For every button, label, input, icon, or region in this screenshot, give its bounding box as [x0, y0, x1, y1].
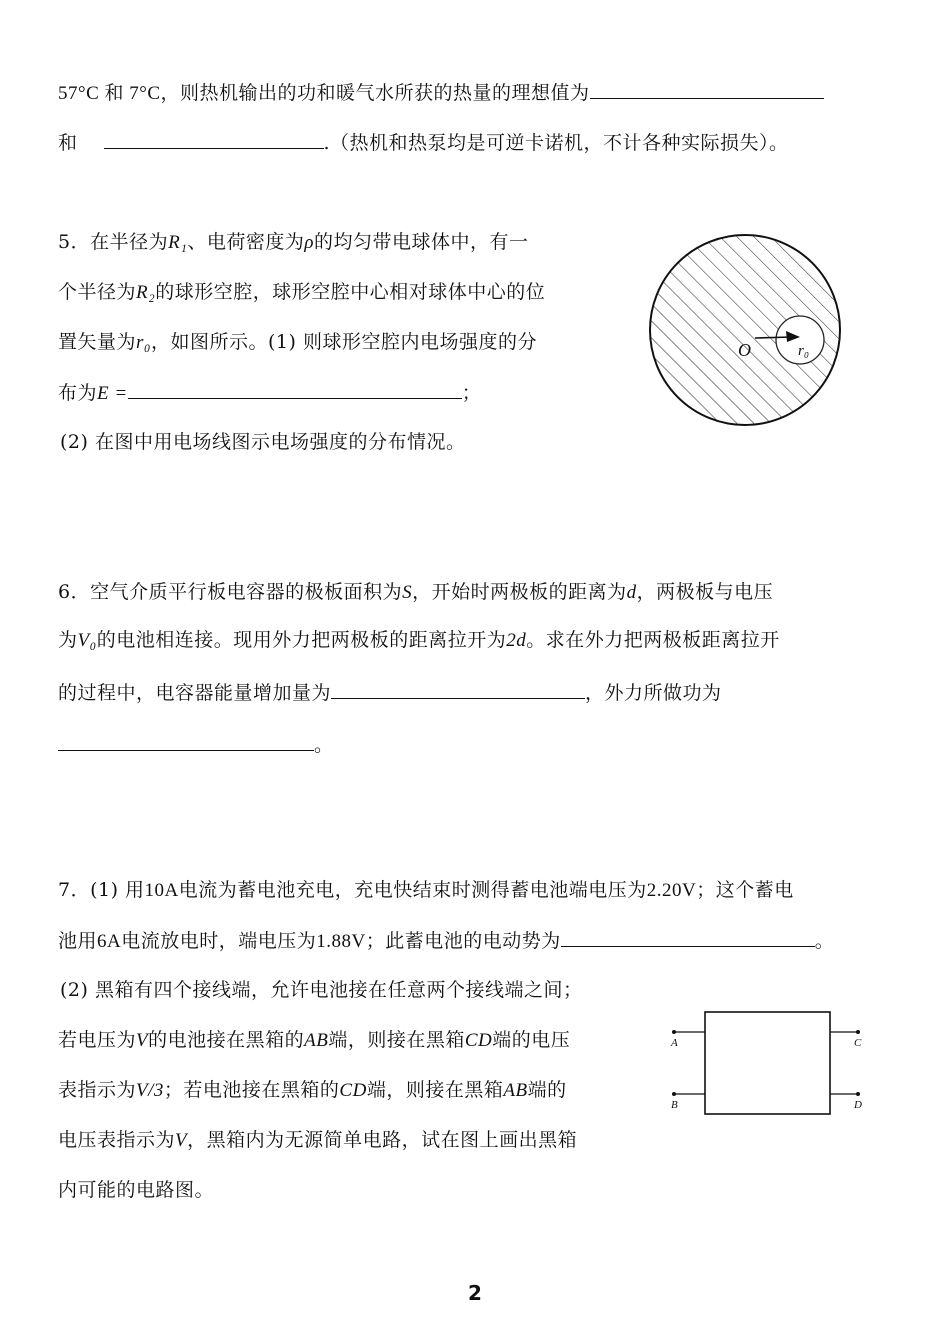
- label-O: O: [738, 340, 751, 360]
- answer-blank-work[interactable]: [590, 80, 824, 99]
- problem5-line5: (2) 在图中用电场线图示电场强度的分布情况。: [60, 431, 466, 453]
- problem7-line4: 若电压为V的电池接在黑箱的AB端，则接在黑箱CD端的电压: [58, 1029, 571, 1051]
- r0-vector: [755, 337, 792, 338]
- answer-blank-field[interactable]: [128, 380, 462, 399]
- problem7-line2: 池用6A电流放电时，端电压为1.88V；此蓄电池的电动势为 。: [58, 930, 835, 952]
- black-box[interactable]: [705, 1012, 830, 1114]
- page-number: 2: [468, 1281, 482, 1305]
- problem4-line1: 57°C 和 7°C，则热机输出的功和暖气水所获的热量的理想值为: [58, 80, 824, 106]
- problem7-line5: 表指示为V/3；若电池接在黑箱的CD端，则接在黑箱AB端的: [58, 1079, 567, 1101]
- label-r0: r₀: [798, 343, 810, 359]
- problem6-line1: 6．空气介质平行板电容器的极板面积为S，开始时两极板的距离为d，两极板与电压: [58, 581, 774, 603]
- problem6-line2: 为V₀的电池相连接。现用外力把两极板的距离拉开为2d。求在外力把两极板距离拉开: [58, 629, 780, 651]
- black-box-figure: [665, 1005, 875, 1125]
- terminal-C[interactable]: [856, 1030, 860, 1034]
- problem7-line7: 内可能的电路图。: [58, 1179, 215, 1201]
- problem5-line2: 个半径为R₂的球形空腔，球形空腔中心相对球体中心的位: [58, 281, 546, 303]
- problem5-line3: 置矢量为r₀，如图所示。(1) 则球形空腔内电场强度的分: [58, 331, 537, 353]
- answer-blank-emf[interactable]: [561, 928, 815, 947]
- problem4-line2: 和 .（热机和热泵均是可逆卡诺机，不计各种实际损失）。: [58, 132, 789, 154]
- terminal-B[interactable]: [672, 1092, 676, 1096]
- problem7-line3: (2) 黑箱有四个接线端，允许电池接在任意两个接线端之间；: [60, 979, 583, 1001]
- answer-blank-work-done[interactable]: [58, 732, 314, 751]
- problem5-line4: 布为E = ；: [58, 382, 482, 404]
- label-A: A: [671, 1037, 678, 1049]
- problem5-line1: 5．在半径为R₁、电荷密度为ρ的均匀带电球体中，有一: [58, 231, 529, 253]
- label-B: B: [671, 1099, 678, 1111]
- temperatures: 57°C 和 7°C: [58, 83, 161, 104]
- problem6-line3: 的过程中，电容器能量增加量为 ，外力所做功为: [58, 682, 722, 704]
- problem6-line4: 。: [58, 732, 334, 757]
- answer-blank-heat[interactable]: [104, 130, 324, 149]
- label-C: C: [854, 1037, 862, 1049]
- answer-blank-energy[interactable]: [331, 680, 585, 699]
- charged-sphere-figure: [640, 225, 850, 435]
- label-D: D: [854, 1099, 862, 1111]
- problem7-line1: 7．(1) 用10A电流为蓄电池充电，充电快结束时测得蓄电池端电压为2.20V；这个蓄电: [58, 879, 794, 901]
- terminal-A[interactable]: [672, 1030, 676, 1034]
- terminal-D[interactable]: [856, 1092, 860, 1096]
- problem7-line6: 电压表指示为V，黑箱内为无源简单电路，试在图上画出黑箱: [58, 1129, 578, 1151]
